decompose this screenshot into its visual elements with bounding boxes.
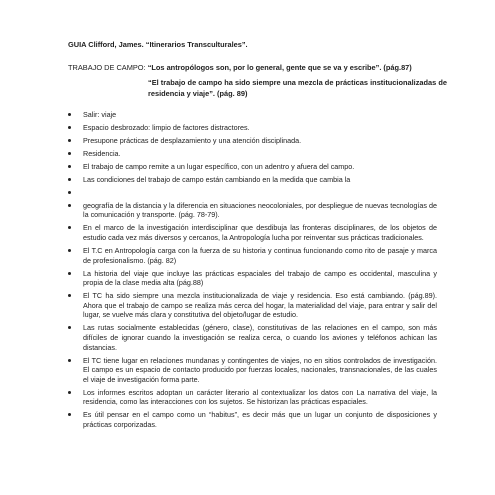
list-item-text: El T.C en Antropología carga con la fuerza de su historia y continua funcionando como rito de pasaje y marca de profesionalismo. (pág. 82): [83, 246, 437, 265]
section-label: TRABAJO DE CAMPO:: [68, 63, 146, 72]
bullet-dot-icon: [68, 326, 71, 329]
bullet-dot-icon: [68, 152, 71, 155]
list-item-text: Residencia.: [83, 148, 121, 158]
bullet-dot-icon: [68, 226, 71, 229]
bullet-dot-icon: [68, 294, 71, 297]
list-item: [83, 201, 437, 220]
list-item: [83, 246, 437, 265]
list-item: [83, 136, 437, 146]
list-item: [83, 175, 437, 185]
list-item: [83, 188, 437, 198]
document-heading: GUIA Clifford, James. “Itinerarios Transculturales”.: [68, 40, 248, 49]
section-quote: “Los antropólogos son, por lo general, gente que se va y escribe”. (pág.87): [147, 63, 412, 72]
list-item: [83, 410, 437, 429]
list-item: [83, 388, 437, 407]
list-item-text: Es útil pensar en el campo como un “habitus”, es decir más que un lugar un conjunto de disposiciones y prácticas corporizadas.: [83, 410, 437, 429]
bullet-list: [83, 110, 437, 429]
bullet-dot-icon: [68, 413, 71, 416]
bullet-dot-icon: [68, 391, 71, 394]
list-item-text: Salir: viaje: [83, 110, 117, 119]
list-item-text: geografía de la distancia y la diferencia en situaciones neocoloniales, por despliegue de nuevas tecnologías de la comunicación y transporte. (pág. 78-79).: [83, 200, 437, 220]
list-item-text: Los informes escritos adoptan un carácter literario al contextualizar los datos con La narrativa del viaje, la residencia, como las interacciones con los sujetos. Se historizan las prácticas espaciales.: [83, 387, 437, 407]
bullet-dot-icon: [68, 165, 71, 168]
list-item: [83, 291, 437, 320]
list-item: [83, 356, 437, 385]
bullet-dot-icon: [68, 139, 71, 142]
list-item-text: El trabajo de campo remite a un lugar específico, con un adentro y afuera del campo.: [83, 161, 355, 171]
list-item-text: El TC tiene lugar en relaciones mundanas y contingentes de viajes, no en sitios controlados de investigación. El campo es un espacio de contacto producido por fuerzas locales, nacionales, transnacionales, de las cuales el viaje de investigación forma parte.: [83, 355, 437, 384]
list-item: [83, 110, 437, 120]
list-item: [83, 162, 437, 172]
list-item: [83, 123, 437, 133]
list-item-text: Espacio desbrozado: limpio de factores distractores.: [83, 122, 250, 132]
bullet-dot-icon: [68, 113, 71, 116]
list-item: [83, 149, 437, 159]
bullet-dot-icon: [68, 178, 71, 181]
list-item-text: En el marco de la investigación interdisciplinar que desdibuja las fronteras disciplinares, de los objetos de estudio cada vez más diversos y cercanos, la Antropología lucha por reinventar sus prácticas tradicionales.: [83, 223, 437, 243]
list-item: [83, 269, 437, 288]
list-item-text: Las rutas socialmente establecidas (género, clase), constitutivas de las relaciones en el campo, son más difíciles de ignorar cuando la investigación se realiza cerca, o cuando los aviones y teléfonos achican las distancias.: [83, 323, 437, 352]
bullet-dot-icon: [68, 272, 71, 275]
bullet-dot-icon: [68, 249, 71, 252]
list-item-text: El TC ha sido siempre una mezcla institucionalizada de viaje y residencia. Eso está cambiando. (pág.89). Ahora que el trabajo de campo se realiza más cerca del hogar, la materialidad del viaje, para entrar y salir del lugar, se vuelve más clara y constitutiva del objeto/lugar de estudio.: [83, 291, 437, 320]
list-item: [83, 323, 437, 352]
bullet-dot-icon: [68, 126, 71, 129]
block-quote: “El trabajo de campo ha sido siempre una mezcla de prácticas institucionalizadas de residencia y viaje”. (pág. 89): [148, 78, 447, 98]
list-item-text: Las condiciones del trabajo de campo están cambiando en la medida que cambia la: [83, 174, 351, 184]
bullet-dot-icon: [68, 359, 71, 362]
section-subline: [68, 63, 447, 73]
bullet-dot-icon: [68, 204, 71, 207]
list-item: [83, 223, 437, 242]
list-item-text: Presupone prácticas de desplazamiento y una atención disciplinada.: [83, 135, 302, 145]
list-item-text: La historia del viaje que incluye las prácticas espaciales del trabajo de campo es occidental, masculina y propia de la clase media alta (pág.88): [83, 268, 437, 288]
bullet-dot-icon: [68, 191, 71, 194]
